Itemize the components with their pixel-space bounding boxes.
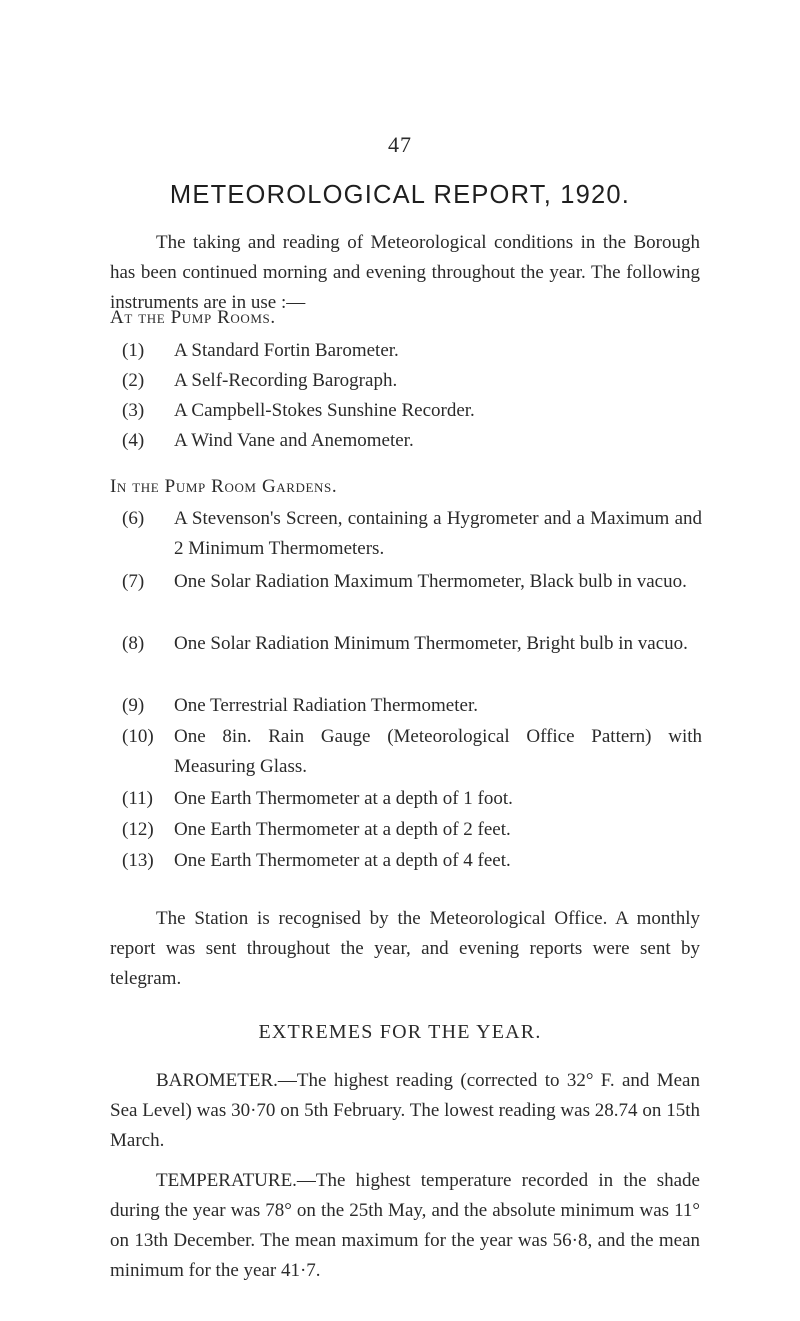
- item-number: (3): [122, 400, 145, 421]
- instrument-item: [122, 815, 702, 845]
- item-text: One 8in. Rain Gauge (Meteorological Office Pattern) with Measuring Glass.: [174, 726, 702, 777]
- instrument-item: [122, 846, 702, 876]
- item-text: One Earth Thermometer at a depth of 2 feet.: [174, 819, 511, 840]
- instrument-item: [122, 396, 702, 426]
- item-number: (7): [122, 571, 145, 592]
- item-number: (9): [122, 695, 145, 716]
- report-title: METEOROLOGICAL REPORT, 1920.: [169, 181, 631, 209]
- item-number: (13): [122, 850, 154, 871]
- item-text: A Stevenson's Screen, containing a Hygrometer and a Maximum and 2 Minimum Thermometers.: [174, 508, 702, 559]
- item-text: One Solar Radiation Maximum Thermometer, Black bulb in vacuo.: [174, 571, 687, 592]
- item-number: (8): [122, 633, 145, 654]
- item-text: One Earth Thermometer at a depth of 4 feet.: [174, 850, 511, 871]
- extremes-heading: EXTREMES FOR THE YEAR.: [258, 1021, 542, 1043]
- item-text: One Terrestrial Radiation Thermometer.: [174, 695, 478, 716]
- instrument-item: [122, 722, 702, 782]
- section-heading-pump-room-gardens: In the Pump Room Gardens.: [110, 476, 338, 497]
- instrument-item: [122, 426, 702, 456]
- instrument-item: [122, 567, 702, 597]
- item-number: (1): [122, 340, 145, 361]
- instrument-item: [122, 629, 702, 659]
- instrument-item: [122, 336, 702, 366]
- instrument-item: [122, 691, 702, 721]
- barometer-paragraph: BAROMETER.—The highest reading (corrected to 32° F. and Mean Sea Level) was 30·70 on 5th February. The lowest reading was 28.74 on 15th March.: [110, 1070, 700, 1151]
- item-number: (12): [122, 819, 154, 840]
- item-text: One Earth Thermometer at a depth of 1 foot.: [174, 788, 513, 809]
- item-number: (11): [122, 788, 153, 809]
- item-number: (4): [122, 430, 145, 451]
- page-number: 47: [388, 132, 412, 157]
- item-text: A Wind Vane and Anemometer.: [174, 430, 414, 451]
- intro-paragraph: The taking and reading of Meteorological conditions in the Borough has been continued morning and evening throughout the year. The following instruments are in use :—: [110, 232, 700, 313]
- instrument-item: [122, 366, 702, 396]
- temperature-paragraph: TEMPERATURE.—The highest temperature recorded in the shade during the year was 78° on the 25th May, and the absolute minimum was 11° on 13th December. The mean maximum for the year was 56·8, and the mean minimum for the year 41·7.: [110, 1170, 700, 1281]
- item-text: One Solar Radiation Minimum Thermometer, Bright bulb in vacuo.: [174, 633, 688, 654]
- instrument-item: [122, 784, 702, 814]
- item-text: A Standard Fortin Barometer.: [174, 340, 399, 361]
- item-number: (6): [122, 508, 145, 529]
- instrument-item: [122, 504, 702, 564]
- item-text: A Self-Recording Barograph.: [174, 370, 398, 391]
- item-number: (2): [122, 370, 145, 391]
- section-heading-pump-rooms: At the Pump Rooms.: [110, 307, 276, 328]
- station-paragraph: The Station is recognised by the Meteorological Office. A monthly report was sent throughout the year, and evening reports were sent by telegram.: [110, 908, 700, 989]
- item-text: A Campbell-Stokes Sunshine Recorder.: [174, 400, 475, 421]
- item-number: (10): [122, 726, 154, 747]
